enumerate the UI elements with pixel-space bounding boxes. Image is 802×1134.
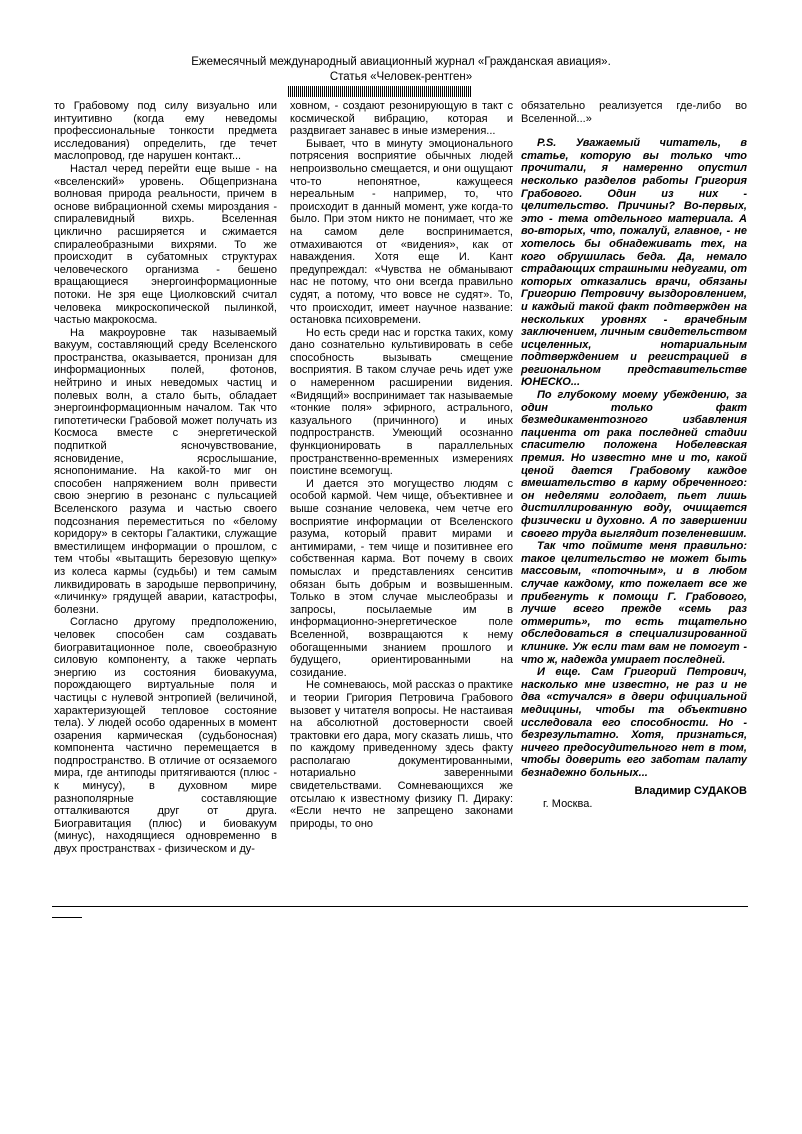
author-signature: Владимир СУДАКОВ: [634, 785, 747, 798]
footer-divider: [52, 906, 748, 907]
author-city: г. Москва.: [543, 798, 593, 811]
postscript-paragraph: P.S. Уважаемый читатель, в статье, которую вы только что прочитали, я намеренно опустил несколько разделов работы Григория Грабового. Один из них - целительство. Причины? Во-первых, это - тема отдельного материала. А во-вторых, что, пожалуй, главное, - не хотелось бы обнадеживать тех, на кого обрушилась беда. Да, немало страдающих страшными недугами, от которых отказались врачи, обязаны Григорию Петровичу выздоровлением, и каждый такой факт подтвержден на нескольких уровнях - врачебным заключением, личным свидетельством исцеленных, нотариальным подтверждением и регистрацией в региональном представительстве ЮНЕСКО...: [521, 137, 747, 389]
text-column-3: [521, 100, 747, 811]
article-title: Статья «Человек-рентген»: [329, 71, 473, 83]
postscript-paragraph: Так что поймите меня правильно: такое целительство не может быть массовым, «поточным», и в любом случае каждому, кто пожелает все же прибегнуть к помощи Г. Грабового, лучше всего прежде «семь раз отмерить», то есть тщательно обследоваться в специализированной клинике. Уж если там вам не помогут - что ж, надежда умирает последней.: [521, 540, 747, 666]
postscript-paragraph: И еще. Сам Григорий Петрович, насколько мне известно, не раз и не два «стучался» в двери официальной медицины, чтобы та объективно исследовала его способности. Но - безрезультатно. Хотя, признаться, ничего предосудительного нет в том, чтобы доверить его заботам палату безнадежно больных...: [521, 666, 747, 779]
paragraph: Согласно другому предположению, человек способен сам создавать биогравитационное поле, своеобразную силовую компоненту, а также черпать энергию из состояния биовакуума, порождающего виртуальные поля и частицы с нулевой энтропией (величиной, характеризующей тепловое состояние тела). У людей особо одаренных в момент озарения кармическая (судьбоносная) компонента частично перемещается в подпространство. В отличие от осязаемого мира, где антиподы притягиваются (плюс - к минусу), в духовном мире разнополярные составляющие отталкиваются друг от друга. Биогравитация (плюс) и биовакуум (минус), находящиеся одновременно в двух пространствах - физическом и ду-: [54, 616, 277, 856]
footnote-divider: [52, 917, 82, 918]
decorative-ruler: [288, 86, 472, 97]
journal-title: Ежемесячный международный авиационный журнал «Гражданская авиация».: [191, 56, 611, 68]
text-column-2: [290, 100, 513, 830]
paragraph: Бывает, что в минуту эмоционального потрясения восприятие обычных людей непроизвольно смещается, и они ощущают что-то непонятное, кажущееся нереальным - например, то, что происходит в данный момент, уже когда-то было. При этом никто не понимает, что же на самом деле воспринимается, отмахиваются от «видения», как от наваждения. Хотя еще И. Кант предупреждал: «Чувства не обманывают нас не потому, что они всегда правильно судят, а потому, что вовсе не судят». То, что происходит, имеет научное название: остановка психовремени.: [290, 137, 513, 327]
paragraph: И дается это могущество людям с особой кармой. Чем чище, объективнее и выше сознание человека, чем четче его восприятие информации от Вселенского разума, который правит мирами и антимирами, - тем чище и позитивнее его собственная карма. Вот почему в своих помыслах и представлениях сенситив обязан быть добрым и возвышенным. Только в этом случае мыслеобразы и запросы, посылаемые им в информационно-энергетическое поле Вселенной, возвращаются к нему обогащенными знанием прошлого и будущего, ориентированными на созидание.: [290, 477, 513, 679]
paragraph: ховном, - создают резонирующую в такт с космической вибрацию, которая и раздвигает занавес в иные измерения...: [290, 100, 513, 138]
paragraph: Но есть среди нас и горстка таких, кому дано сознательно культивировать в себе способность вызывать смещение восприятия. В таком случае речь идет уже о намеренном расширении видения. «Видящий» воспринимает так называемые «тонкие поля» эфирного, астрального, казуального (причинного) и иных подпространств. Умеющий осознанно функционировать в параллельных пространственно-временных измерениях поистине всемогущ.: [290, 326, 513, 478]
paragraph: Не сомневаюсь, мой рассказ о практике и теории Григория Петровича Грабового вызовет у читателя вопросы. Не настаивая на абсолютной достоверности своей трактовки его дара, могу сказать лишь, что по каждому приведенному здесь факту располагаю документированными, нотариально заверенными свидетельствами. Сомневающихся же отсылаю к известному физику П. Дираку: «Если нечто не запрещено законами природы, то оно: [290, 679, 513, 830]
paragraph: обязательно реализуется где-либо во Вселенной...»: [521, 100, 747, 125]
postscript-paragraph: По глубокому моему убеждению, за один только факт безмедикаментозного избавления пациента от рака последней стадии спасителю положена Нобелевская премия. Но известно мне и то, какой ценой дается Грабовому каждое вмешательство в карму обреченного: он неделями голодает, пьет лишь дистиллированную воду, очищается физически и духовно. А по завершении своего труда выглядит позеленевшим.: [521, 389, 747, 540]
text-column-1: [54, 100, 277, 856]
paragraph: то Грабовому под силу визуально или интуитивно (когда ему неведомы профессиональные тонкости предмета исследования) определить, где течет маслопровод, где нарушен контакт...: [54, 100, 277, 163]
paragraph: Настал черед перейти еще выше - на «вселенский» уровень. Общепризнана волновая природа реальности, причем в основе вибрационной схемы мироздания - спиралевидный вихрь. Вселенная циклично расширяется и сжимается спиралеобразными вихрями. То же происходит в субатомных структурах человеческого организма - бешено вращающиеся энергоинформационные потоки. Не зря еще Циолковский считал человека микроскопической пылинкой, частью макрокосма.: [54, 162, 277, 327]
paragraph: На макроуровне так называемый вакуум, составляющий среду Вселенского пространства, оказывается, пронизан для информационных полей, фотонов, нейтрино и иных неведомых частиц и полевых волн, а стало быть, обладает энергоинформационным началом. Так что гипотетически Грабовой может получать из Космоса вместе с энергетической подпиткой ясночувствование, ясновидение, ясрослышание, яснопонимание. На какой-то миг он способен напряжением волн привести свою энергию в резонанс с пульсацией Вселенского разума и частью своего подсознания переместиться по «белому коридору» в секторы Галактики, служащие вместилищем информации о прошлом, с тем чтобы «вытащить березовую щепку» из колеса кармы (судьбы) и тем самым ликвидировать в зародыше первопричину, «личинку» грядущей аварии, катастрофы, болезни.: [54, 326, 277, 616]
